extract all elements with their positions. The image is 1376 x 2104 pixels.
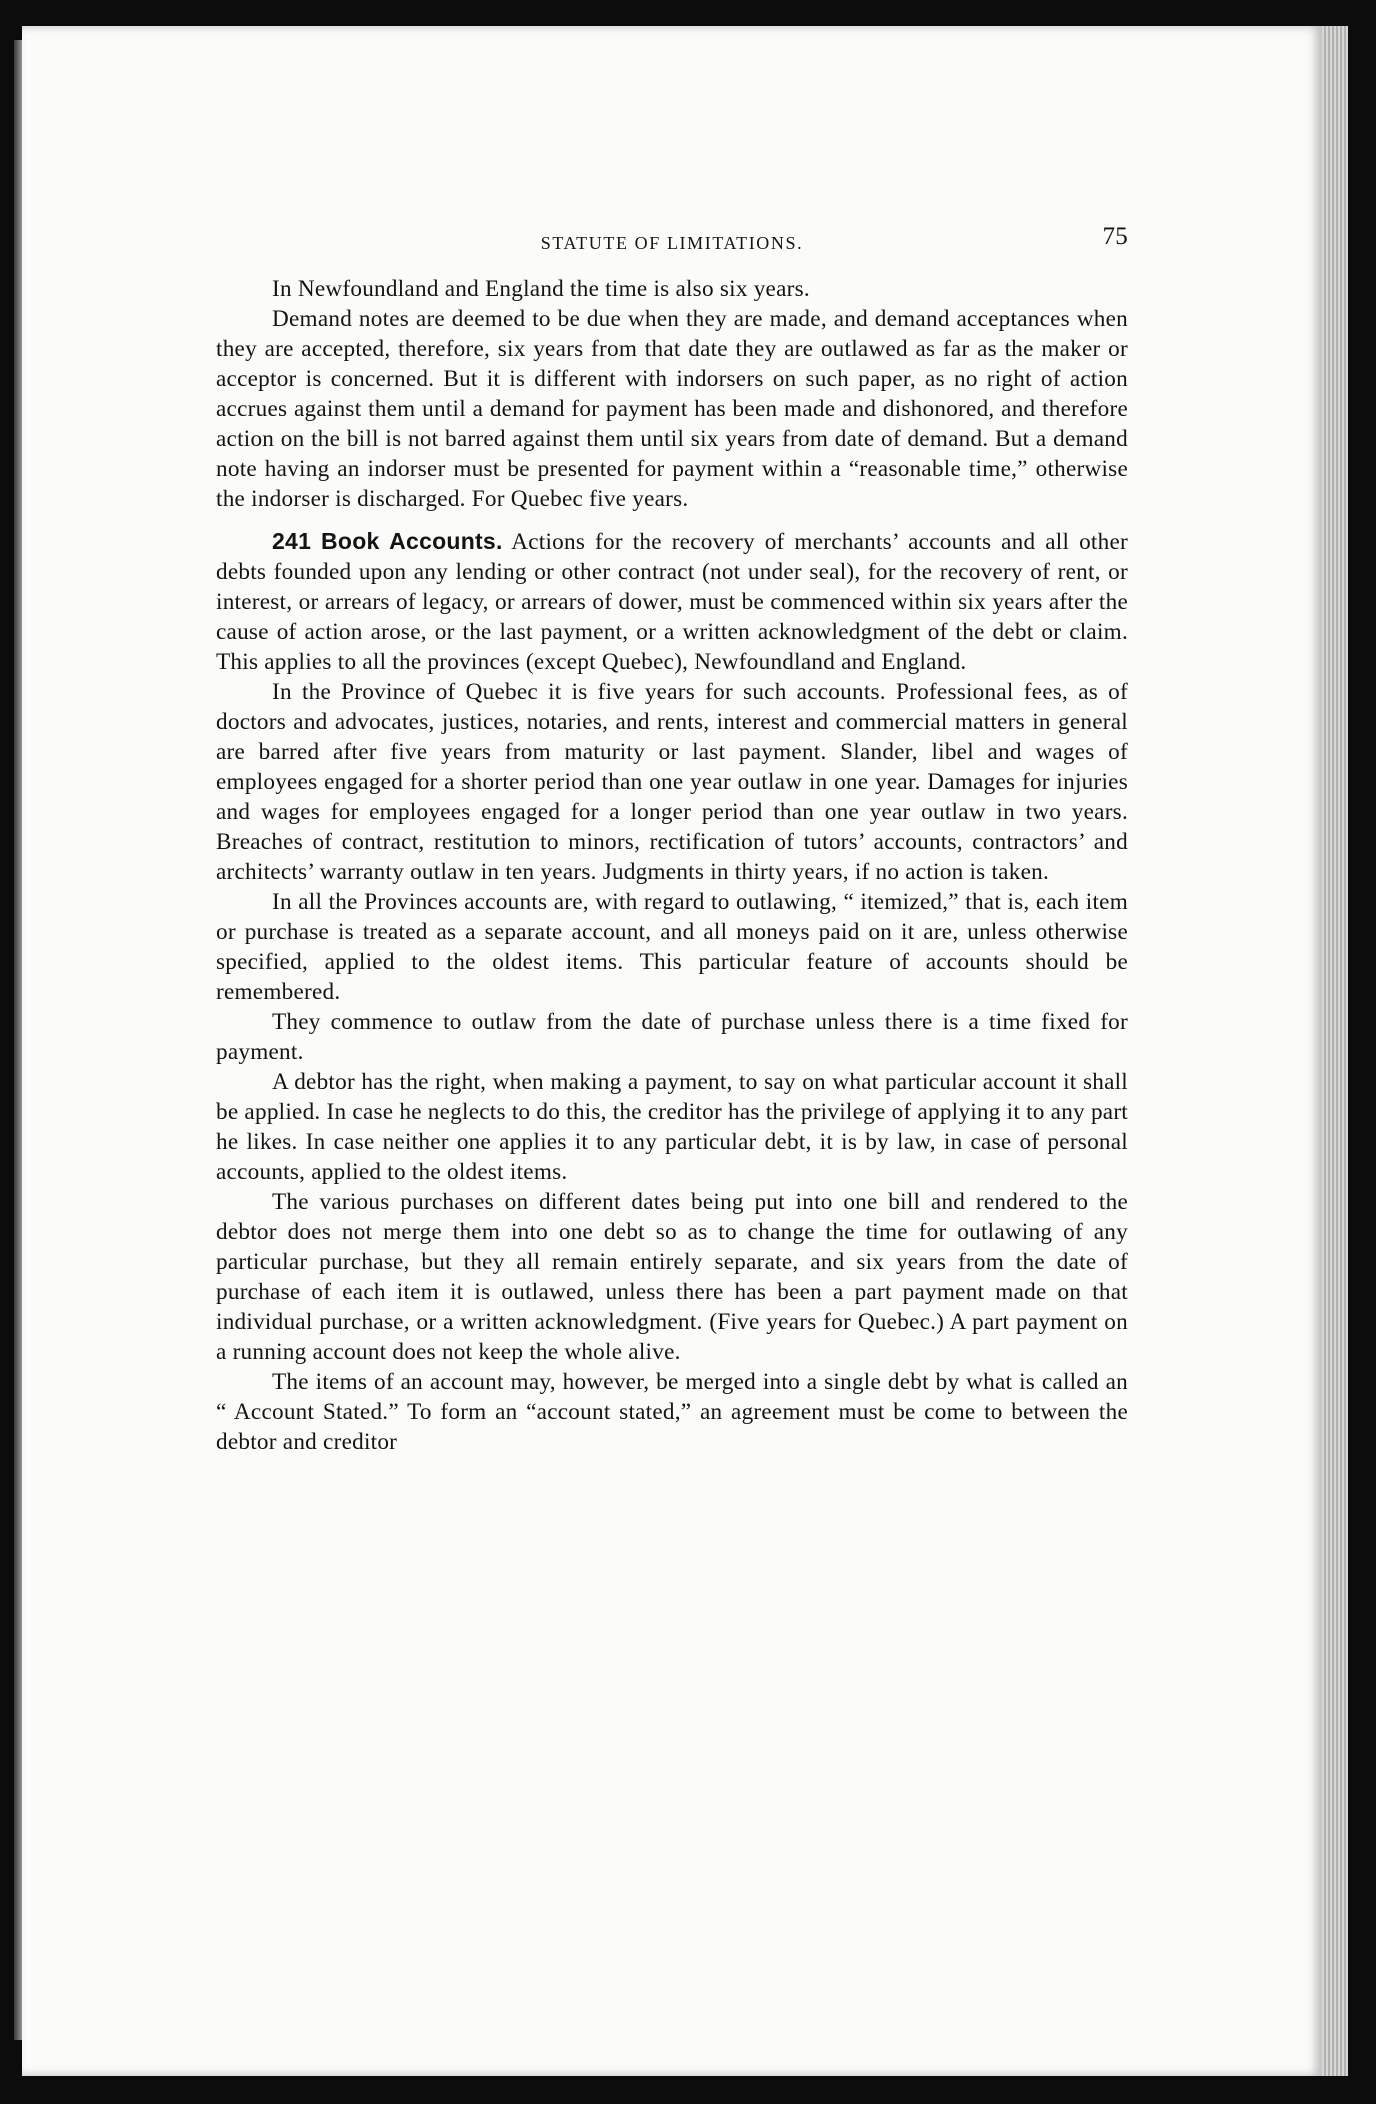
running-header	[216, 222, 1128, 258]
page-edges-stack	[1322, 26, 1348, 2076]
paragraph: The items of an account may, however, be merged into a single debt by what is called an “ Account Stated.” To form an “account stated,” an agreement must be come to between the debtor and creditor	[216, 1369, 1128, 1455]
paragraph: The various purchases on different dates being put into one bill and rendered to the debtor does not merge them into one debt so as to change the time for outlawing of any particular purchase, but they all remain entirely separate, and six years from the date of purchase of each item it is outlawed, unless there has been a part payment made on that individual purchase, or a written acknowledgment. (Five years for Quebec.) A part payment on a running account does not keep the whole alive.	[216, 1189, 1128, 1365]
paragraph: In all the Provinces accounts are, with regard to outlawing, “ itemized,” that is, each item or purchase is treated as a separate account, and all moneys paid on it are, unless otherwise specified, applied to the oldest items. This particular feature of accounts should be remembered.	[216, 889, 1128, 1005]
section-lead-text: Actions for the recovery of merchants’ accounts and all other debts founded upon any lending or other contract (not under seal), for the recovery of rent, or interest, or arrears of legacy, or arrears of dower, must be commenced within six years after the cause of action arose, or the last payment, or a written acknowledgment of the debt or claim. This applies to all the provinces (except Quebec), Newfoundland and England.	[216, 529, 1128, 675]
running-title: STATUTE OF LIMITATIONS.	[540, 233, 804, 253]
section-paragraph	[216, 526, 1128, 677]
paragraph: In the Province of Quebec it is five years for such accounts. Professional fees, as of doctors and advocates, justices, notaries, and rents, interest and commercial matters in general are barred after five years from maturity or last payment. Slander, libel and wages of employees engaged for a shorter period than one year outlaw in one year. Damages for injuries and wages for employees engaged for a longer period than one year outlaw in two years. Breaches of contract, restitution to minors, rectification of tutors’ accounts, contractors’ and architects’ warranty outlaw in ten years. Judgments in thirty years, if no action is taken.	[216, 679, 1128, 885]
page-text-block	[216, 222, 1128, 1457]
section-number: 241	[272, 528, 312, 554]
paragraph: A debtor has the right, when making a payment, to say on what particular account it shall be applied. In case he neglects to do this, the creditor has the privilege of applying it to any part he likes. In case neither one applies it to any particular debt, it is by law, in case of personal accounts, applied to the oldest items.	[216, 1069, 1128, 1185]
paragraph: In Newfoundland and England the time is also six years.	[272, 276, 810, 302]
section-title: Book Accounts.	[321, 528, 503, 554]
paragraph: Demand notes are deemed to be due when they are made, and demand acceptances when they are accepted, therefore, six years from that date they are outlawed as far as the maker or acceptor is concerned. But it is different with indorsers on such paper, as no right of action accrues against them until a demand for payment has been made and dishonored, and therefore action on the bill is not barred against them until six years from date of demand. But a demand note having an indorser must be presented for payment within a “reasonable time,” otherwise the indorser is discharged. For Quebec five years.	[216, 306, 1128, 512]
paragraph: They commence to outlaw from the date of purchase unless there is a time fixed for payment.	[216, 1009, 1128, 1065]
page-number: 75	[1102, 223, 1128, 250]
